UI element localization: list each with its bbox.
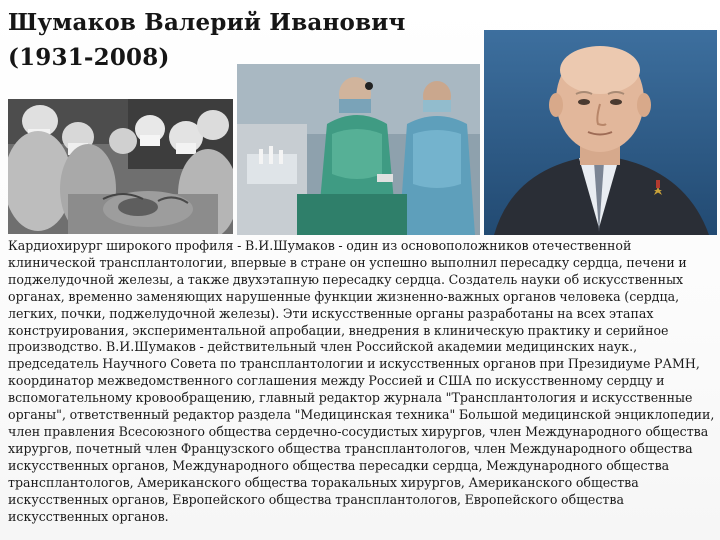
biography-line: хирургов, почетный член Французского общества трансплантологов, член Международного общества — [8, 440, 693, 456]
biography-line: искусственных органов, Европейского общества трансплантологов, Европейского общества — [8, 491, 624, 507]
biography-line: конструирования, экспериментальной апробации, внедрения в клиническую практику и серийное — [8, 322, 669, 338]
surgery-team-bw-photo — [8, 99, 233, 234]
biography-line: вспомогательному кровообращению, главный редактор журнала "Трансплантология и искусственные — [8, 390, 693, 406]
biography-line: член правления Всесоюзного общества сердечно-сосудистых хирургов, член Международного общества — [8, 423, 709, 439]
biography-line: искусственных органов. — [8, 508, 169, 524]
surgery-team-color-photo — [237, 64, 480, 235]
title-name: Шумаков Валерий Иванович — [8, 9, 406, 36]
biography-line: председатель Научного Совета по трансплантологии и искусственных органов при Президиуме РАМН, — [8, 356, 700, 372]
biography-line: клинической трансплантологии, впервые в стране он успешно выполнил пересадку сердца, печени и — [8, 254, 687, 270]
biography-line: искусственных органов, Международного общества пересадки сердца, Международного общества — [8, 457, 670, 473]
portrait-image — [484, 30, 717, 235]
surgery-bw-image — [8, 99, 233, 234]
biography-line: поджелудочной железы, а также двухэтапную пересадку сердца. Создатель науки об искусственных — [8, 271, 684, 287]
surgery-color-image — [237, 64, 480, 235]
biography-text — [8, 238, 716, 525]
biography-line: легких, почки, поджелудочной железы). Эти искусственные органы разработаны на всех этапах — [8, 305, 654, 321]
biography-line: органах, временно заменяющих нарушенные функции жизненно-важных органов человека (сердца, — [8, 288, 680, 304]
biography-line: трансплантологов, Американского общества торакальных хирургов, Американского общества — [8, 474, 639, 490]
biography-line: координатор межведомственного соглашения между Россией и США по искусственному сердцу и — [8, 373, 665, 389]
biography-line: Кардиохирург широкого профиля - В.И.Шумаков - один из основоположников отечественной — [8, 238, 632, 253]
portrait-photo — [484, 30, 717, 235]
biography-line: производство. В.И.Шумаков - действительный член Российской академии медицинских наук., — [8, 339, 638, 355]
title-years: (1931-2008) — [8, 43, 170, 71]
biography-line: органы", ответственный редактор раздела "Медицинская техника" Большой медицинской энциклопедии, — [8, 407, 715, 423]
